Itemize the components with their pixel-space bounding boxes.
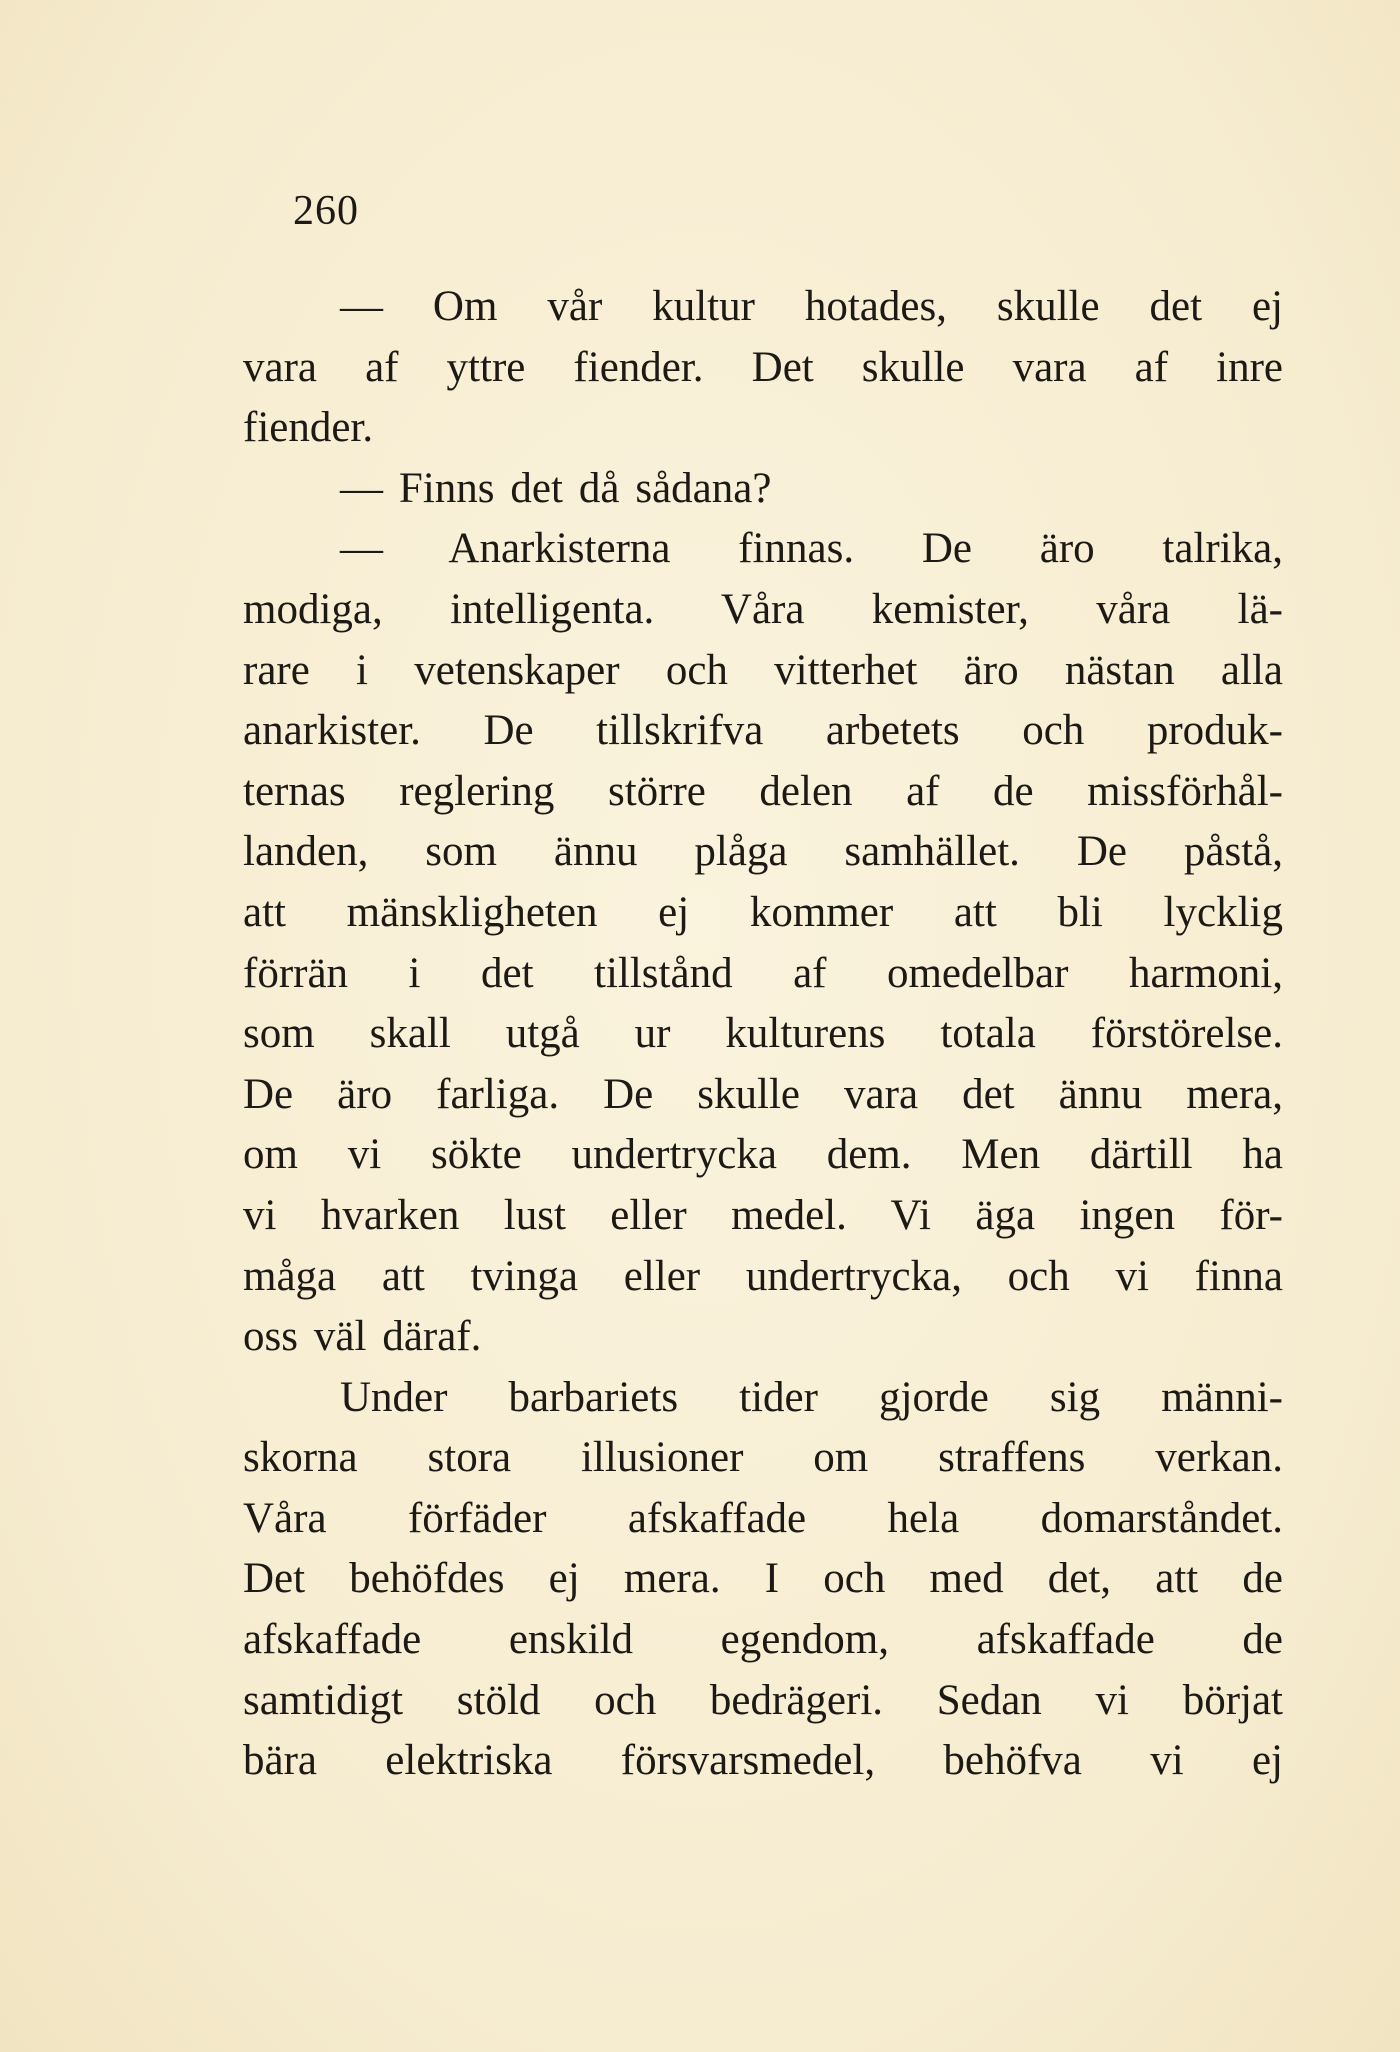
- text-line: landen, som ännu plåga samhället. De påstå,: [243, 828, 1283, 876]
- text-line: oss väl däraf.: [243, 1313, 482, 1361]
- body-text: [243, 277, 1283, 1792]
- text-line: vara af yttre fiender. Det skulle vara af inre: [243, 343, 1283, 391]
- text-line: att mänskligheten ej kommer att bli lycklig: [243, 888, 1283, 936]
- text-line: skorna stora illusioner om straffens verkan.: [243, 1434, 1283, 1482]
- text-line: om vi sökte undertrycka dem. Men därtill ha: [243, 1131, 1283, 1179]
- text-line: samtidigt stöld och bedrägeri. Sedan vi börjat: [243, 1676, 1283, 1724]
- text-line: rare i vetenskaper och vitterhet äro nästan alla: [243, 646, 1283, 694]
- text-line: De äro farliga. De skulle vara det ännu mera,: [243, 1070, 1283, 1118]
- text-line: Våra förfäder afskaffade hela domarståndet.: [243, 1494, 1283, 1542]
- text-line: förrän i det tillstånd af omedelbar harmoni,: [243, 949, 1283, 997]
- text-line: Under barbariets tider gjorde sig männi-: [340, 1373, 1283, 1421]
- text-line: bära elektriska försvarsmedel, behöfva vi ej: [243, 1737, 1283, 1785]
- text-line: anarkister. De tillskrifva arbetets och produk-: [243, 707, 1283, 755]
- text-line: — Finns det då sådana?: [340, 464, 772, 512]
- text-line: fiender.: [243, 404, 374, 452]
- text-line: modiga, intelligenta. Våra kemister, våra lä-: [243, 585, 1283, 633]
- text-line: som skall utgå ur kulturens totala förstörelse.: [243, 1010, 1283, 1058]
- text-line: — Om vår kultur hotades, skulle det ej: [340, 283, 1283, 330]
- text-line: måga att tvinga eller undertrycka, och vi finna: [243, 1252, 1283, 1300]
- text-line: ternas reglering större delen af de missförhål-: [243, 767, 1283, 815]
- page-number: 260: [293, 188, 359, 234]
- text-line: vi hvarken lust eller medel. Vi äga ingen för-: [243, 1191, 1283, 1239]
- text-line: Det behöfdes ej mera. I och med det, att de: [243, 1555, 1283, 1603]
- text-line: afskaffade enskild egendom, afskaffade de: [243, 1616, 1283, 1664]
- text-line: — Anarkisterna finnas. De äro talrika,: [340, 525, 1283, 573]
